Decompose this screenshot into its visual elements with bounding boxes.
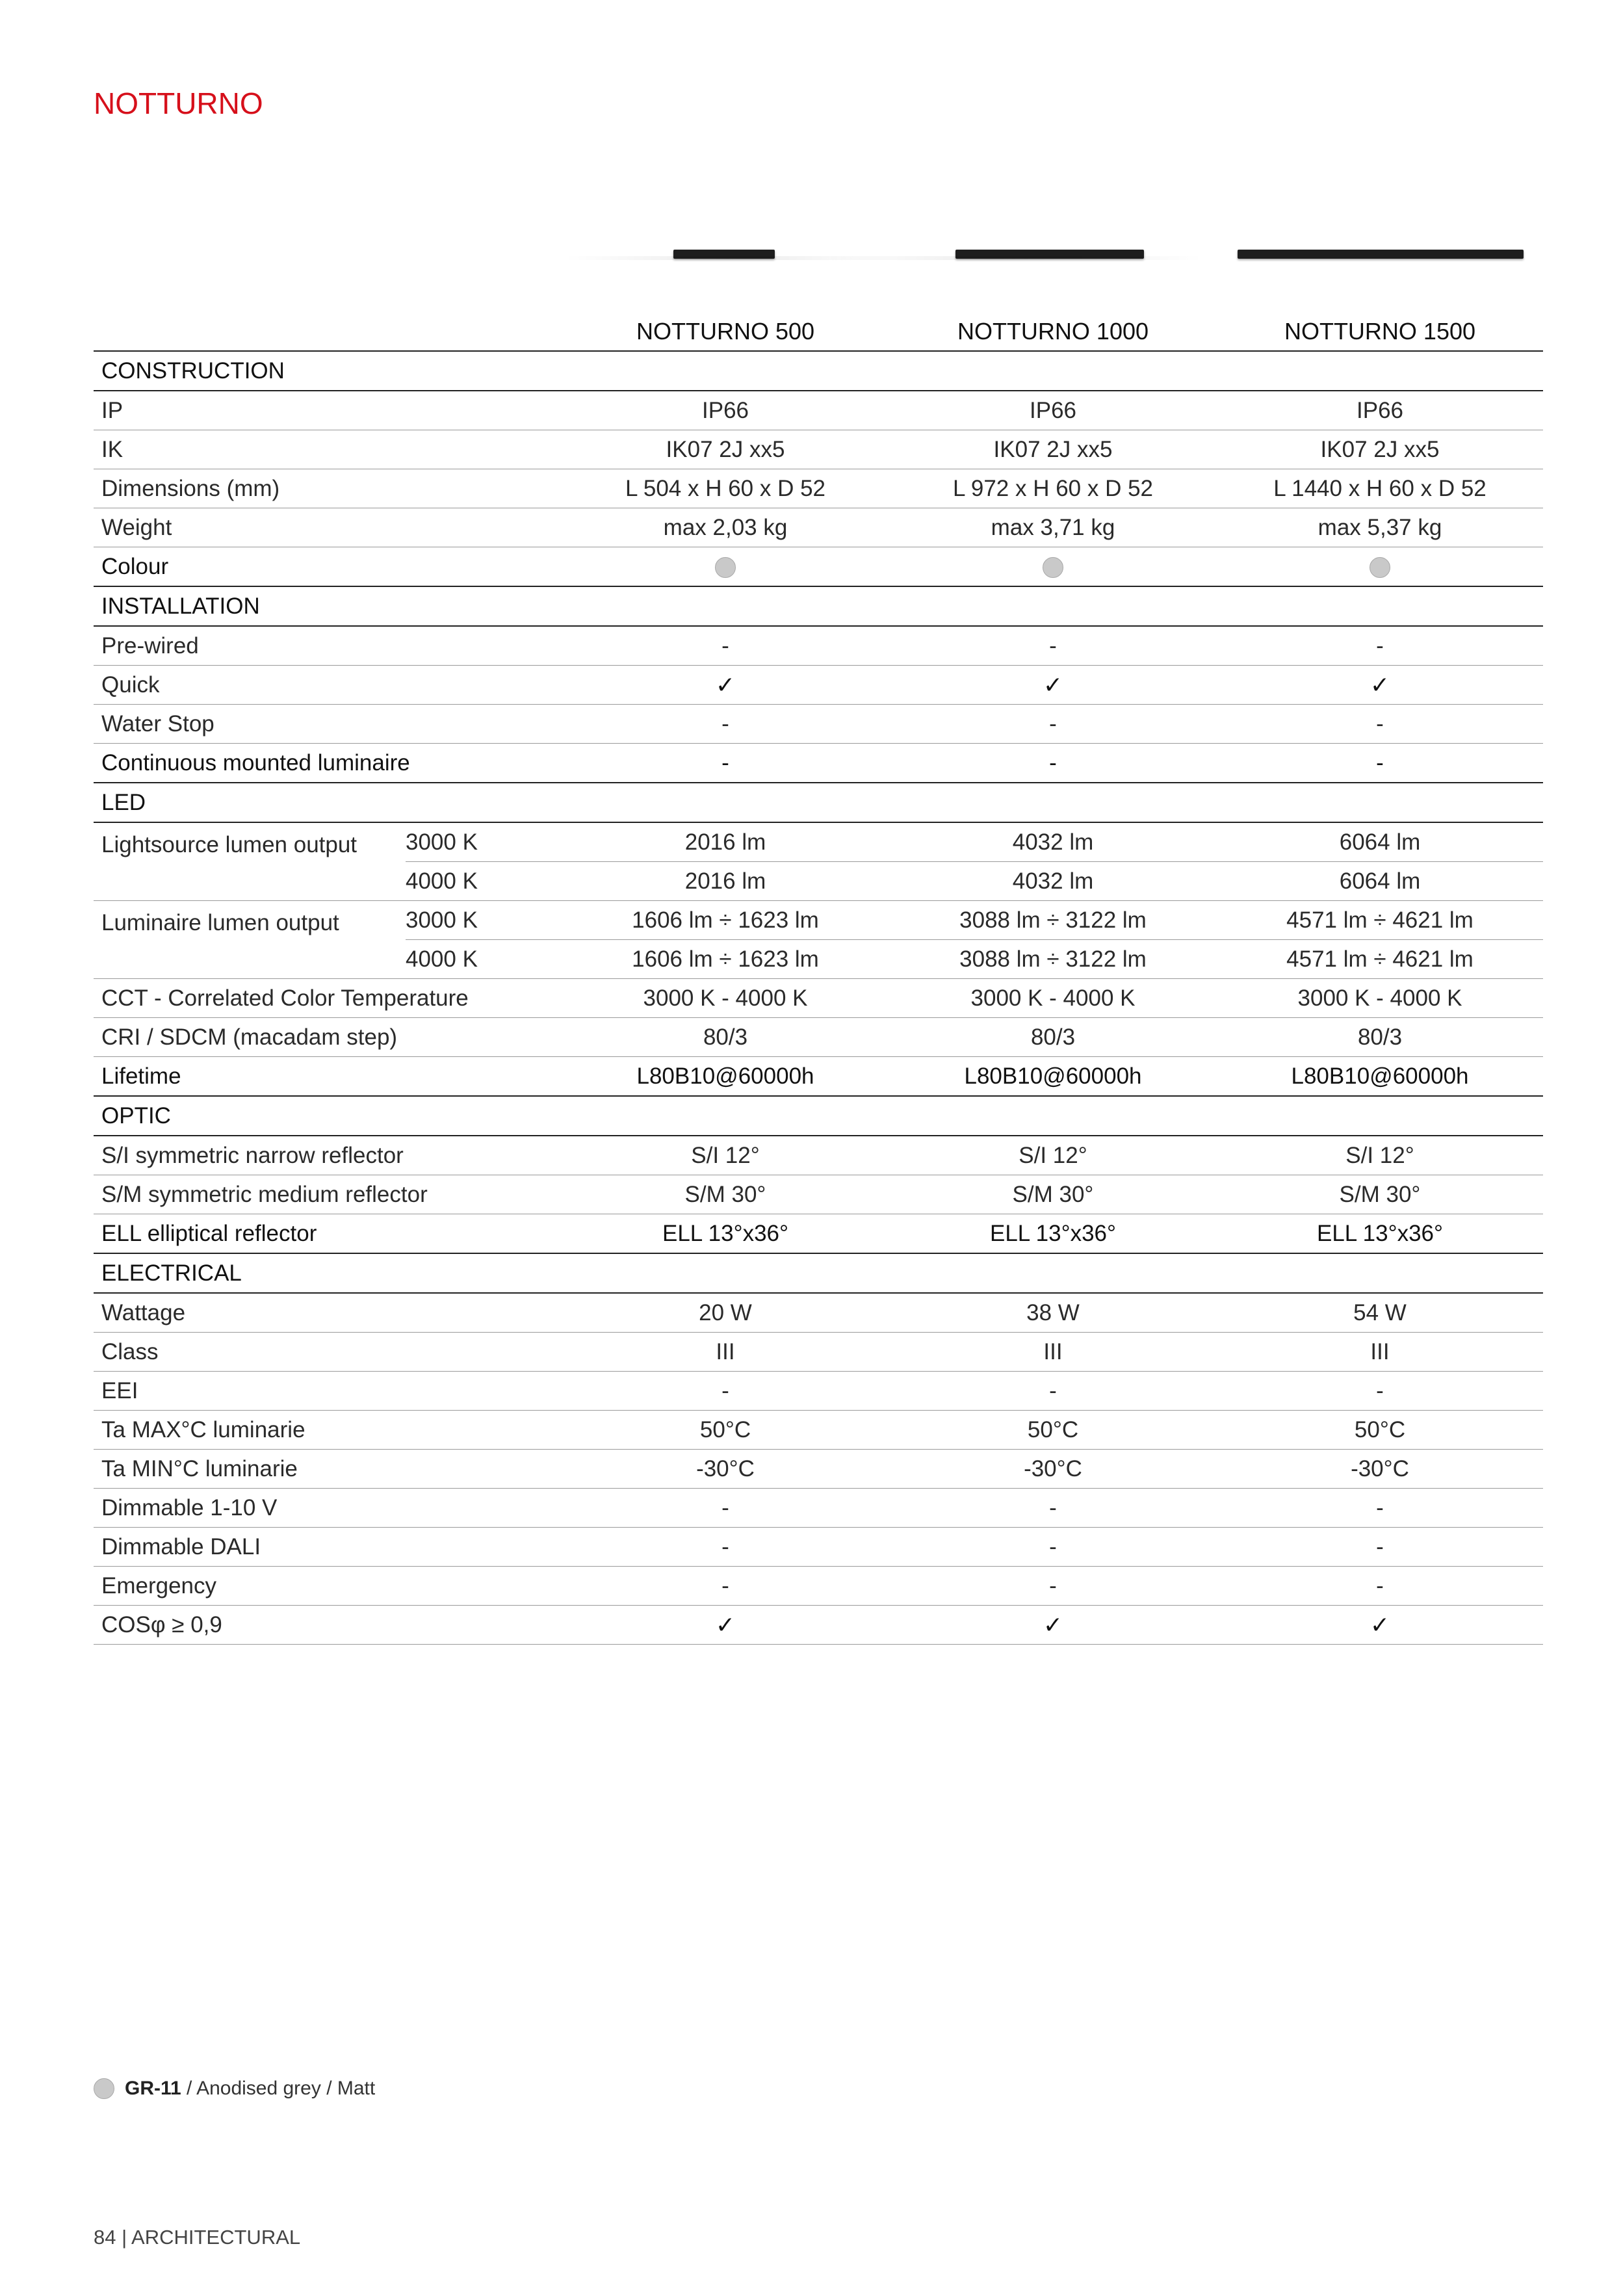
check-icon: ✓ [1043,1611,1063,1638]
colour-legend [94,2078,375,2100]
product-header: NOTTURNO 500 [636,317,815,345]
check-icon: ✓ [1370,671,1390,698]
table-row: IK IK07 2J xx5 IK07 2J xx5 IK07 2J xx5 [94,430,1543,469]
table-row: 4000 K 1606 lm ÷ 1623 lm 3088 lm ÷ 3122 lm 4571 lm ÷ 4621 lm [94,940,1543,979]
table-row: Wattage 20 W 38 W 54 W [94,1293,1543,1333]
table-row: IP IP66 IP66 IP66 [94,391,1543,430]
table-header [94,312,1543,351]
section-electrical: ELECTRICAL [94,1253,1543,1293]
page-title: NOTTURNO [94,86,263,120]
table-row: S/I symmetric narrow reflector S/I 12° S/I 12° S/I 12° [94,1136,1543,1175]
colour-swatch-icon [1370,557,1390,578]
table-row: CRI / SDCM (macadam step) 80/3 80/3 80/3 [94,1018,1543,1057]
table-row: Emergency - - - [94,1567,1543,1606]
check-icon: ✓ [1043,671,1063,698]
table-row: EEI - - - [94,1372,1543,1411]
product-image-1500 [1238,250,1524,259]
table-row: Lifetime L80B10@60000h L80B10@60000h L80B10@60000h [94,1057,1543,1097]
legend-code: GR-11 [125,2078,181,2099]
table-row: S/M symmetric medium reflector S/M 30° S/M 30° S/M 30° [94,1175,1543,1214]
table-row: Ta MIN°C luminarie -30°C -30°C -30°C [94,1450,1543,1489]
table-row: Ta MAX°C luminarie 50°C 50°C 50°C [94,1411,1543,1450]
table-row: Continuous mounted luminaire - - - [94,744,1543,783]
legend-text: / Anodised grey / Matt [181,2078,376,2099]
colour-swatch-icon [1043,557,1063,578]
check-icon: ✓ [1370,1611,1390,1638]
product-header: NOTTURNO 1000 [957,317,1149,345]
table-row: Weight max 2,03 kg max 3,71 kg max 5,37 kg [94,508,1543,547]
check-icon: ✓ [715,671,736,698]
product-header: NOTTURNO 1500 [1284,317,1476,345]
section-installation: INSTALLATION [94,586,1543,626]
table-row: ELL elliptical reflector ELL 13°x36° ELL 13°x36° ELL 13°x36° [94,1214,1543,1254]
colour-swatch-icon [94,2078,114,2099]
colour-swatch-icon [715,557,736,578]
section-led: LED [94,783,1543,822]
table-row: Water Stop - - - [94,705,1543,744]
table-row: CCT - Correlated Color Temperature 3000 K - 4000 K 3000 K - 4000 K 3000 K - 4000 K [94,979,1543,1018]
table-row: Lightsource lumen output 3000 K 2016 lm 4032 lm 6064 lm [94,822,1543,862]
product-image-shadow [825,256,1202,260]
page-footer: 84 | ARCHITECTURAL [94,2226,301,2249]
table-row: Luminaire lumen output 3000 K 1606 lm ÷ 1623 lm 3088 lm ÷ 3122 lm 4571 lm ÷ 4621 lm [94,901,1543,940]
section-construction: CONSTRUCTION [94,351,1543,391]
table-row: Dimmable 1-10 V - - - [94,1489,1543,1528]
table-row: Dimensions (mm) L 504 x H 60 x D 52 L 972 x H 60 x D 52 L 1440 x H 60 x D 52 [94,469,1543,508]
table-row: Pre-wired - - - [94,626,1543,666]
table-row: Dimmable DALI - - - [94,1528,1543,1567]
table-row: Colour [94,547,1543,587]
section-optic: OPTIC [94,1096,1543,1136]
table-row: Class III III III [94,1333,1543,1372]
table-row: COSφ ≥ 0,9 ✓ ✓ ✓ [94,1606,1543,1645]
table-row: 4000 K 2016 lm 4032 lm 6064 lm [94,862,1543,901]
table-row: Quick ✓ ✓ ✓ [94,666,1543,705]
check-icon: ✓ [715,1611,736,1638]
spec-table [94,312,1543,1645]
